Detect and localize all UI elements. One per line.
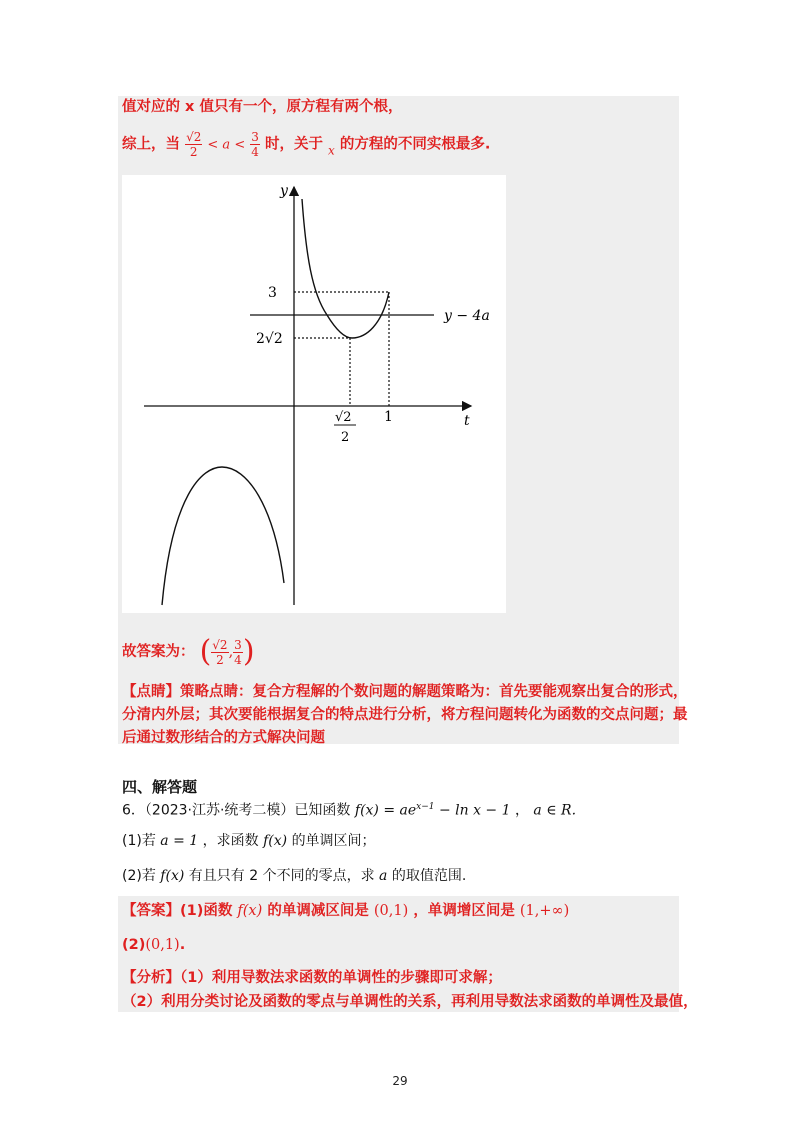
tick-label-1: 1 (384, 409, 393, 425)
problem-func-rest: − ln x − 1 (434, 802, 511, 819)
answer-paren-close: ) (242, 634, 255, 669)
answer-line (122, 635, 255, 669)
problem-line-1-comma: ， (514, 802, 529, 819)
ineq-rhs-num: 3 (251, 130, 259, 144)
part-1-function: f(x) (263, 833, 288, 849)
answer-comma: , (228, 644, 234, 660)
tick-label-sqrt2-den: 2 (341, 430, 350, 445)
answer-frac-1 (211, 638, 228, 667)
problem-line-1-prefix: 6．（2023·江苏·统考二模）已知函数 (122, 802, 351, 819)
tip-line-1 (122, 682, 688, 702)
part-2-var: a (379, 868, 388, 884)
ineq-rhs-den: 4 (251, 145, 259, 159)
t-axis-label: t (464, 413, 470, 429)
top-line-2 (122, 130, 490, 161)
answer-1-prefix: 【答案】(1)函数 (122, 903, 233, 919)
top-line-1 (122, 97, 402, 117)
part-2-prefix: (2)若 (122, 868, 156, 884)
function-graph-figure (122, 175, 506, 613)
part-1-condition: a = 1 (160, 833, 199, 849)
tick-label-sqrt2-num: √2 (335, 410, 352, 425)
answer-2-interval: (0,1) (145, 937, 180, 953)
problem-part-1 (122, 831, 376, 851)
analysis-line-2-text: （2）利用分类讨论及函数的零点与单调性的关系，再利用导数法求函数的单调性及最值， (122, 994, 698, 1010)
page-number: 29 (392, 1074, 408, 1088)
tip-line-1-text: 【点睛】策略点睛：复合方程解的个数问题的解题策略为：首先要能观察出复合的形式， (122, 684, 688, 700)
answer-1-function: f(x) (237, 903, 263, 919)
answer-1-line (122, 901, 569, 921)
ineq-lhs-den: 2 (189, 145, 198, 159)
part-2-middle: 有且只有 2 个不同的零点，求 (188, 868, 375, 884)
y-axis-label: y (280, 183, 288, 199)
label-2sqrt2: 2√2 (256, 331, 283, 347)
curve-left-branch (162, 467, 284, 605)
label-line-4a: y − 4a (444, 308, 490, 324)
answer-1-increasing-label: ，单调增区间是 (413, 903, 515, 919)
answer-paren-open: ( (199, 634, 212, 669)
problem-func: f(x) = ae (354, 802, 417, 819)
answer-frac-2 (233, 638, 243, 667)
top-line-1-text: 值对应的 x 值只有一个，原方程有两个根， (122, 99, 403, 115)
problem-part-2 (122, 866, 466, 886)
ineq-mid: < a < (207, 137, 246, 153)
ineq-lhs-num: √2 (186, 130, 202, 144)
answer-1-interval-decreasing: (0,1) (373, 903, 409, 919)
top-line-2-var: x (328, 143, 335, 158)
answer-1-interval-increasing: (1,+∞) (519, 903, 570, 919)
tip-line-3-text: 后通过数形结合的方式解决问题 (122, 730, 325, 746)
ineq-rhs-fraction (250, 130, 260, 159)
answer-2-period: . (179, 937, 186, 953)
problem-a-domain: a ∈ R. (533, 802, 577, 819)
problem-line-1 (122, 797, 576, 821)
part-1-suffix: 的单调区间； (291, 833, 376, 849)
part-1-prefix: (1)若 (122, 833, 156, 849)
answer-2-line (122, 935, 185, 955)
tip-line-2-text: 分清内外层；其次要能根据复合的特点进行分析，将方程问题转化为函数的交点问题；最 (122, 707, 688, 723)
part-2-function: f(x) (160, 868, 185, 884)
curve-right-branch (302, 199, 389, 338)
top-line-2-middle: 时，关于 (264, 136, 323, 153)
analysis-line-1 (122, 968, 502, 988)
label-3: 3 (268, 285, 277, 301)
answer-num-2: 3 (234, 637, 242, 652)
answer-2-prefix: (2) (122, 937, 146, 953)
answer-num-1: √2 (212, 637, 228, 652)
section-title: 四、解答题 (122, 778, 198, 796)
tip-line-3 (122, 728, 325, 748)
answer-den-2: 4 (234, 652, 242, 667)
top-line-2-suffix: 的方程的不同实根最多. (339, 136, 491, 153)
ineq-lhs-fraction (185, 130, 202, 159)
answer-den-1: 2 (216, 652, 224, 667)
part-2-suffix: 的取值范围. (391, 868, 467, 884)
analysis-line-2 (122, 992, 698, 1012)
problem-func-exp: x−1 (416, 802, 435, 812)
analysis-line-1-text: 【分析】（1）利用导数法求函数的单调性的步骤即可求解； (122, 970, 502, 986)
top-line-2-prefix: 综上，当 (122, 136, 180, 153)
part-1-middle: ，求函数 (202, 833, 259, 849)
answer-prefix: 故答案为： (122, 644, 195, 660)
function-graph-svg (122, 175, 506, 613)
answer-1-decreasing-label: 的单调减区间是 (267, 903, 369, 919)
tip-line-2 (122, 705, 688, 725)
